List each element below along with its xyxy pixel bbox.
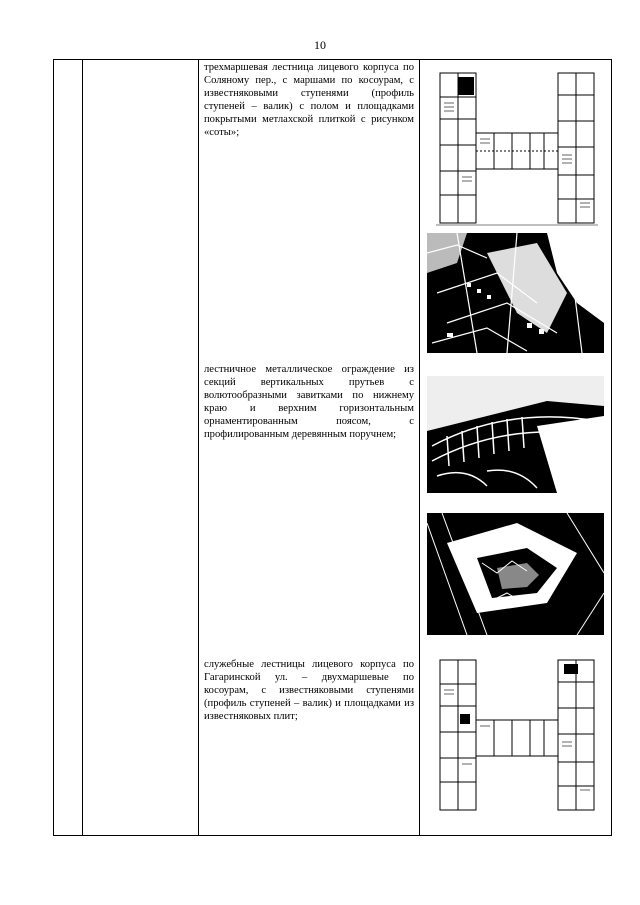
floor-plan-drawing — [436, 67, 598, 227]
table-row — [54, 60, 612, 836]
illustration-column-cell — [420, 60, 612, 836]
floor-plan-image — [436, 654, 598, 814]
staircase-photo-drawing — [427, 233, 604, 353]
floor-plan-image — [436, 67, 598, 227]
description-railing: лестничное металлическое ограждение из секций вертикальных прутьев с волютообразными завитками по нижнему краю и верхним горизонтальным орнаментированным поясом, с профилированным деревянным поручнем; — [204, 364, 414, 440]
object-description-table — [53, 59, 612, 836]
page-number: 10 — [314, 38, 326, 52]
stairwell-photo-drawing — [427, 513, 604, 635]
stairwell-photo — [427, 513, 604, 635]
staircase-photo — [427, 233, 604, 353]
railing-photo-drawing — [427, 376, 604, 493]
name-column-cell — [83, 60, 199, 836]
floor-plan-drawing — [436, 654, 598, 814]
railing-photo — [427, 376, 604, 493]
description-service-stairs: служебные лестницы лицевого корпуса по Гагаринской ул. – двухмаршевые по косоурам, с известняковыми ступенями (профиль ступеней – валик) и площадками из известняковых плит; — [204, 659, 414, 722]
number-column-cell — [54, 60, 83, 836]
description-column-cell — [199, 60, 420, 836]
description-staircase-main: трехмаршевая лестница лицевого корпуса по Соляному пер., с маршами по косоурам, с известняковыми ступенями (профиль ступеней – валик) с полом и площадками покрытыми метлахской плиткой с рисунком «соты»; — [204, 62, 414, 138]
